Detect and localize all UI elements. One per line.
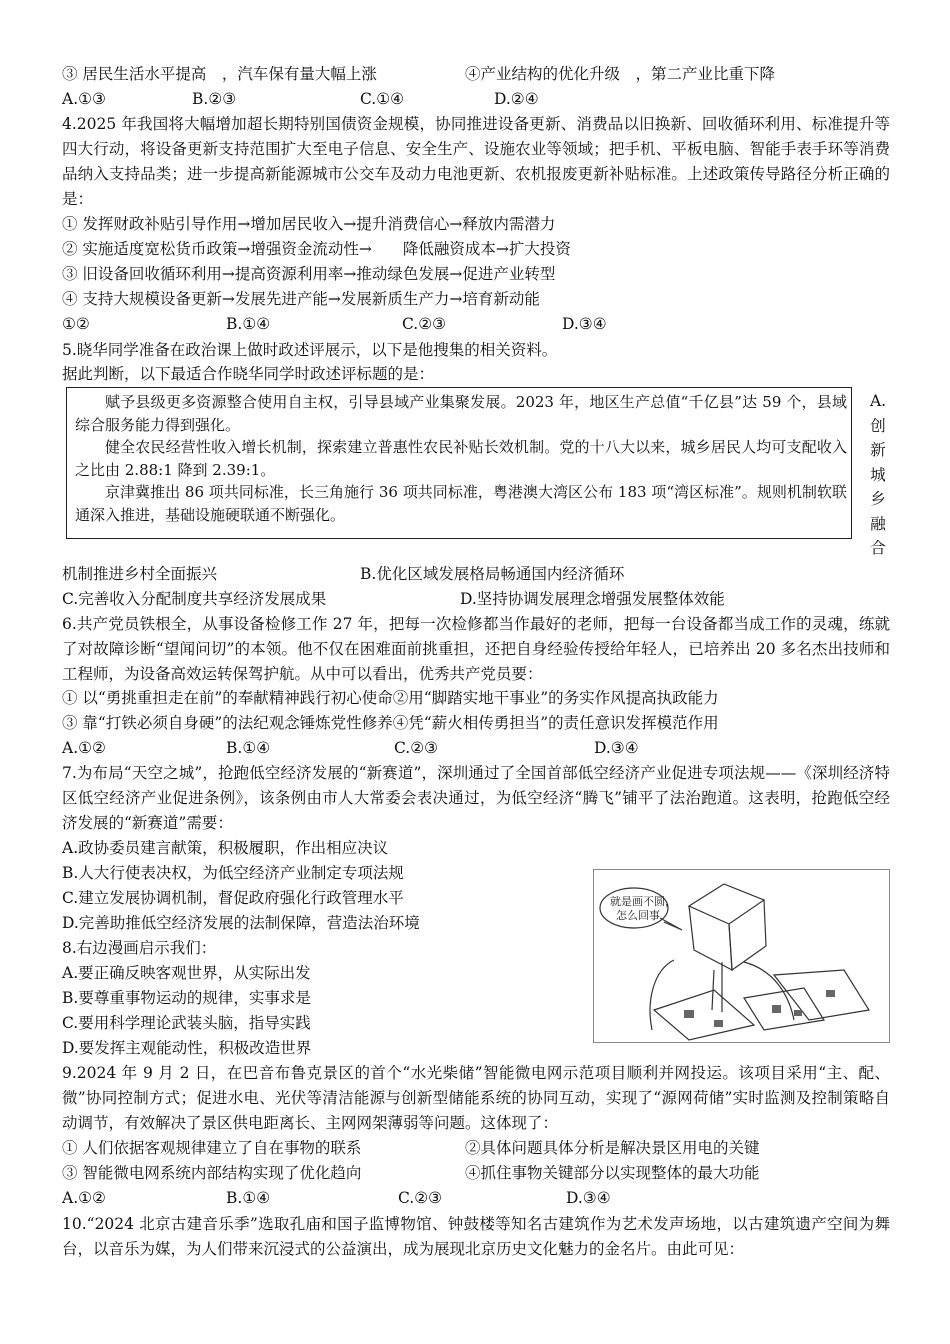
q5-option-a-char: 融 [870, 514, 886, 533]
q9-stem: 9.2024 年 9 月 2 日，在巴音布鲁克景区的首个“水光柴储”智能微电网示范项目顺利并网投运。该项目采用“主、配、微”协同控制方式；促进水电、光伏等清洁能源与创新型储能系统的协同互动，实现了“源网荷储”实时监测及控制策略自动调节，有效解决了景区供电距离长、主网网架薄弱等问题。这体现了： [62, 1064, 890, 1132]
q4-choice-c: C.②③ [402, 315, 447, 333]
q7-option-d: D.完善助推低空经济发展的法制保障，营造法治环境 [62, 914, 420, 932]
q4-option-4: ④ 支持大规模设备更新→发展先进产能→发展新质生产力→培育新动能 [62, 290, 540, 308]
box-head-top [689, 884, 764, 924]
q5-material-paragraph-1: 赋予县级更多资源整合使用自主权，引导县域产业集聚发展。2023 年，地区生产总值“千亿县”达 59 个，县域综合服务能力得到强化。 [75, 393, 847, 434]
q5-stem-2: 据此判断，以下最适合作晓华同学时政述评标题的是： [62, 365, 435, 383]
q6-options-3-4: ③ 靠“打铁必须自身硬”的法纪观念锤炼党性修养④凭“薪火相传勇担当”的责任意识发挥模范作用 [62, 714, 719, 732]
q6-choice-a: A.①② [62, 739, 106, 757]
q5-option-d: D.坚持协调发展理念增强发展整体效能 [460, 590, 725, 608]
paper-sheet [774, 970, 869, 1020]
q8-option-c: C.要用科学理论武装头脑，指导实践 [62, 1014, 311, 1032]
q7-stem: 7.为布局“天空之城”，抢跑低空经济发展的“新赛道”，深圳通过了全国首部低空经济产业促进专项法规——《深圳经济特区低空经济产业促进条例》，该条例由市人大常委会表决通过，为低空经济“腾飞”铺平了法治跑道。这表明，抢跑低空经济发展的“新赛道”需要： [62, 764, 890, 832]
q5-stem-1: 5.晓华同学准备在政治课上做时政述评展示，以下是他搜集的相关资料。 [62, 341, 558, 359]
q3-choice-b: B.②③ [192, 90, 237, 108]
q7-option-a: A.政协委员建言献策，积极履职，作出相应决议 [62, 839, 389, 857]
q9-choice-c: C.②③ [398, 1189, 443, 1207]
q3-option-3: ③ 居民生活水平提高 ，汽车保有量大幅上涨 [62, 65, 377, 83]
drawn-square [772, 1005, 781, 1013]
drawn-square [794, 1010, 802, 1016]
q8-option-b: B.要尊重事物运动的规律，实事求是 [62, 989, 311, 1007]
figure-body-left [650, 960, 674, 1030]
paper-sheet [744, 988, 824, 1030]
speech-bubble [600, 888, 668, 928]
q6-stem: 6.共产党员铁根全，从事设备检修工作 27 年，把每一次检修都当作最好的老师，把每一台设备都当成工作的灵魂，练就了对故障诊断“望闻问切”的本领。他不仅在困难面前挑重担，还把自身经验传授给年轻人，已培养出 20 多名杰出技师和工程师，为设备高效运转保驾护航。从中可以看出，优秀共产党员要： [62, 615, 890, 683]
q5-option-a-char: 新 [870, 441, 886, 459]
q6-options-1-2: ① 以“勇挑重担走在前”的奉献精神践行初心使命②用“脚踏实地干事业”的务实作风提高执政能力 [62, 689, 719, 707]
q5-material-paragraph-2: 健全农民经营性收入增长机制，探索建立普惠性农民补贴长效机制。党的十八大以来，城乡居民人均可支配收入之比由 2.88:1 降到 2.39:1。 [75, 438, 847, 479]
q5-option-c: C.完善收入分配制度共享经济发展成果 [62, 590, 327, 608]
q4-stem: 4.2025 年我国将大幅增加超长期特别国债资金规模，协同推进设备更新、消费品以旧换新、回收循环利用、标准提升等四大行动，将设备更新支持范围扩大至电子信息、安全生产、设施农业等领域；把手机、平板电脑、智能手表手环等消费品纳入支持品类；进一步提高新能源城市公交车及动力电池更新、农机报废更新补贴标准。上述政策传导路径分析正确的是： [62, 115, 890, 208]
q5-material-box [66, 387, 852, 539]
q4-option-1: ① 发挥财政补贴引导作用→增加居民收入→提升消费信心→释放内需潜力 [62, 215, 556, 233]
drawn-square [826, 990, 835, 997]
q5-material-paragraph-3: 京津冀推出 86 项共同标准，长三角施行 36 项共同标准，粤港澳大湾区公布 183 项“湾区标准”。规则机制软联通深入推进，基础设施硬联通不断强化。 [75, 483, 847, 524]
q6-choice-c: C.②③ [394, 739, 439, 757]
q5-option-a-char: 城 [870, 465, 886, 484]
q5-option-a-char: 乡 [870, 490, 886, 508]
q9-choice-a: A.①② [62, 1189, 106, 1207]
q8-option-a: A.要正确反映客观世界，从实际出发 [62, 964, 311, 982]
q3-choice-a: A.①③ [62, 90, 106, 108]
q8-option-d: D.要发挥主观能动性，积极改造世界 [62, 1039, 312, 1057]
q8-cartoon [593, 869, 890, 1043]
q3-choice-d: D.②④ [494, 90, 539, 108]
q9-option-2: ②具体问题具体分析是解决景区用电的关键 [465, 1139, 760, 1157]
box-head-right [729, 900, 766, 970]
q4-option-3: ③ 旧设备回收循环利用→提高资源利用率→推动绿色发展→促进产业转型 [62, 265, 556, 283]
q5-option-b: B.优化区域发展格局畅通国内经济循环 [360, 565, 625, 583]
q3-choice-c: C.①④ [360, 90, 405, 108]
q10-stem: 10.“2024 北京古建音乐季”选取孔庙和国子监博物馆、钟鼓楼等知名古建筑作为艺术发声场地，以古建筑遗产空间为舞台，以音乐为媒，为人们带来沉浸式的公益演出，成为展现北京历史文化魅力的金名片。由此可见： [62, 1215, 890, 1258]
q6-choice-b: B.①④ [226, 739, 271, 757]
cartoon-drawing [594, 870, 889, 1042]
cartoon-speech-line-2: 怎么回事 [616, 909, 660, 922]
drawn-square [714, 1020, 723, 1027]
q9-option-3: ③ 智能微电网系统内部结构实现了优化趋向 [62, 1164, 362, 1182]
speech-bubble-tail [660, 918, 682, 930]
q5-option-a-vertical [866, 389, 890, 561]
q5-option-a-char: 创 [870, 416, 886, 435]
q4-choice-a: ①② [62, 315, 90, 333]
cartoon-speech-line-1: 就是画不圆， [610, 895, 676, 908]
q9-choice-d: D.③④ [566, 1189, 611, 1207]
q4-option-2: ② 实施适度宽松货币政策→增强资金流动性→ 降低融资成本→扩大投资 [62, 240, 571, 258]
paper-sheet [654, 990, 754, 1040]
q9-choice-b: B.①④ [226, 1189, 271, 1207]
q9-option-4: ④抓住事物关键部分以实现整体的最大功能 [465, 1164, 760, 1182]
q9-option-1: ① 人们依据客观规律建立了自在事物的联系 [62, 1139, 362, 1157]
q7-option-b: B.人大行使表决权，为低空经济产业制定专项法规 [62, 864, 404, 882]
q8-stem: 8.右边漫画启示我们： [62, 939, 217, 957]
q4-choice-d: D.③④ [562, 315, 607, 333]
drawn-square [684, 1010, 694, 1018]
q7-option-c: C.建立发展协调机制，督促政府强化行政管理水平 [62, 889, 404, 907]
q3-option-4: ④产业结构的优化升级 ，第二产业比重下降 [465, 65, 776, 83]
q4-choice-b: B.①④ [226, 315, 271, 333]
q5-option-a-tail: 机制推进乡村全面振兴 [62, 565, 218, 583]
q5-option-a-char: 合 [870, 539, 886, 557]
q5-option-a-char: A. [869, 392, 887, 410]
q6-choice-d: D.③④ [594, 739, 639, 757]
